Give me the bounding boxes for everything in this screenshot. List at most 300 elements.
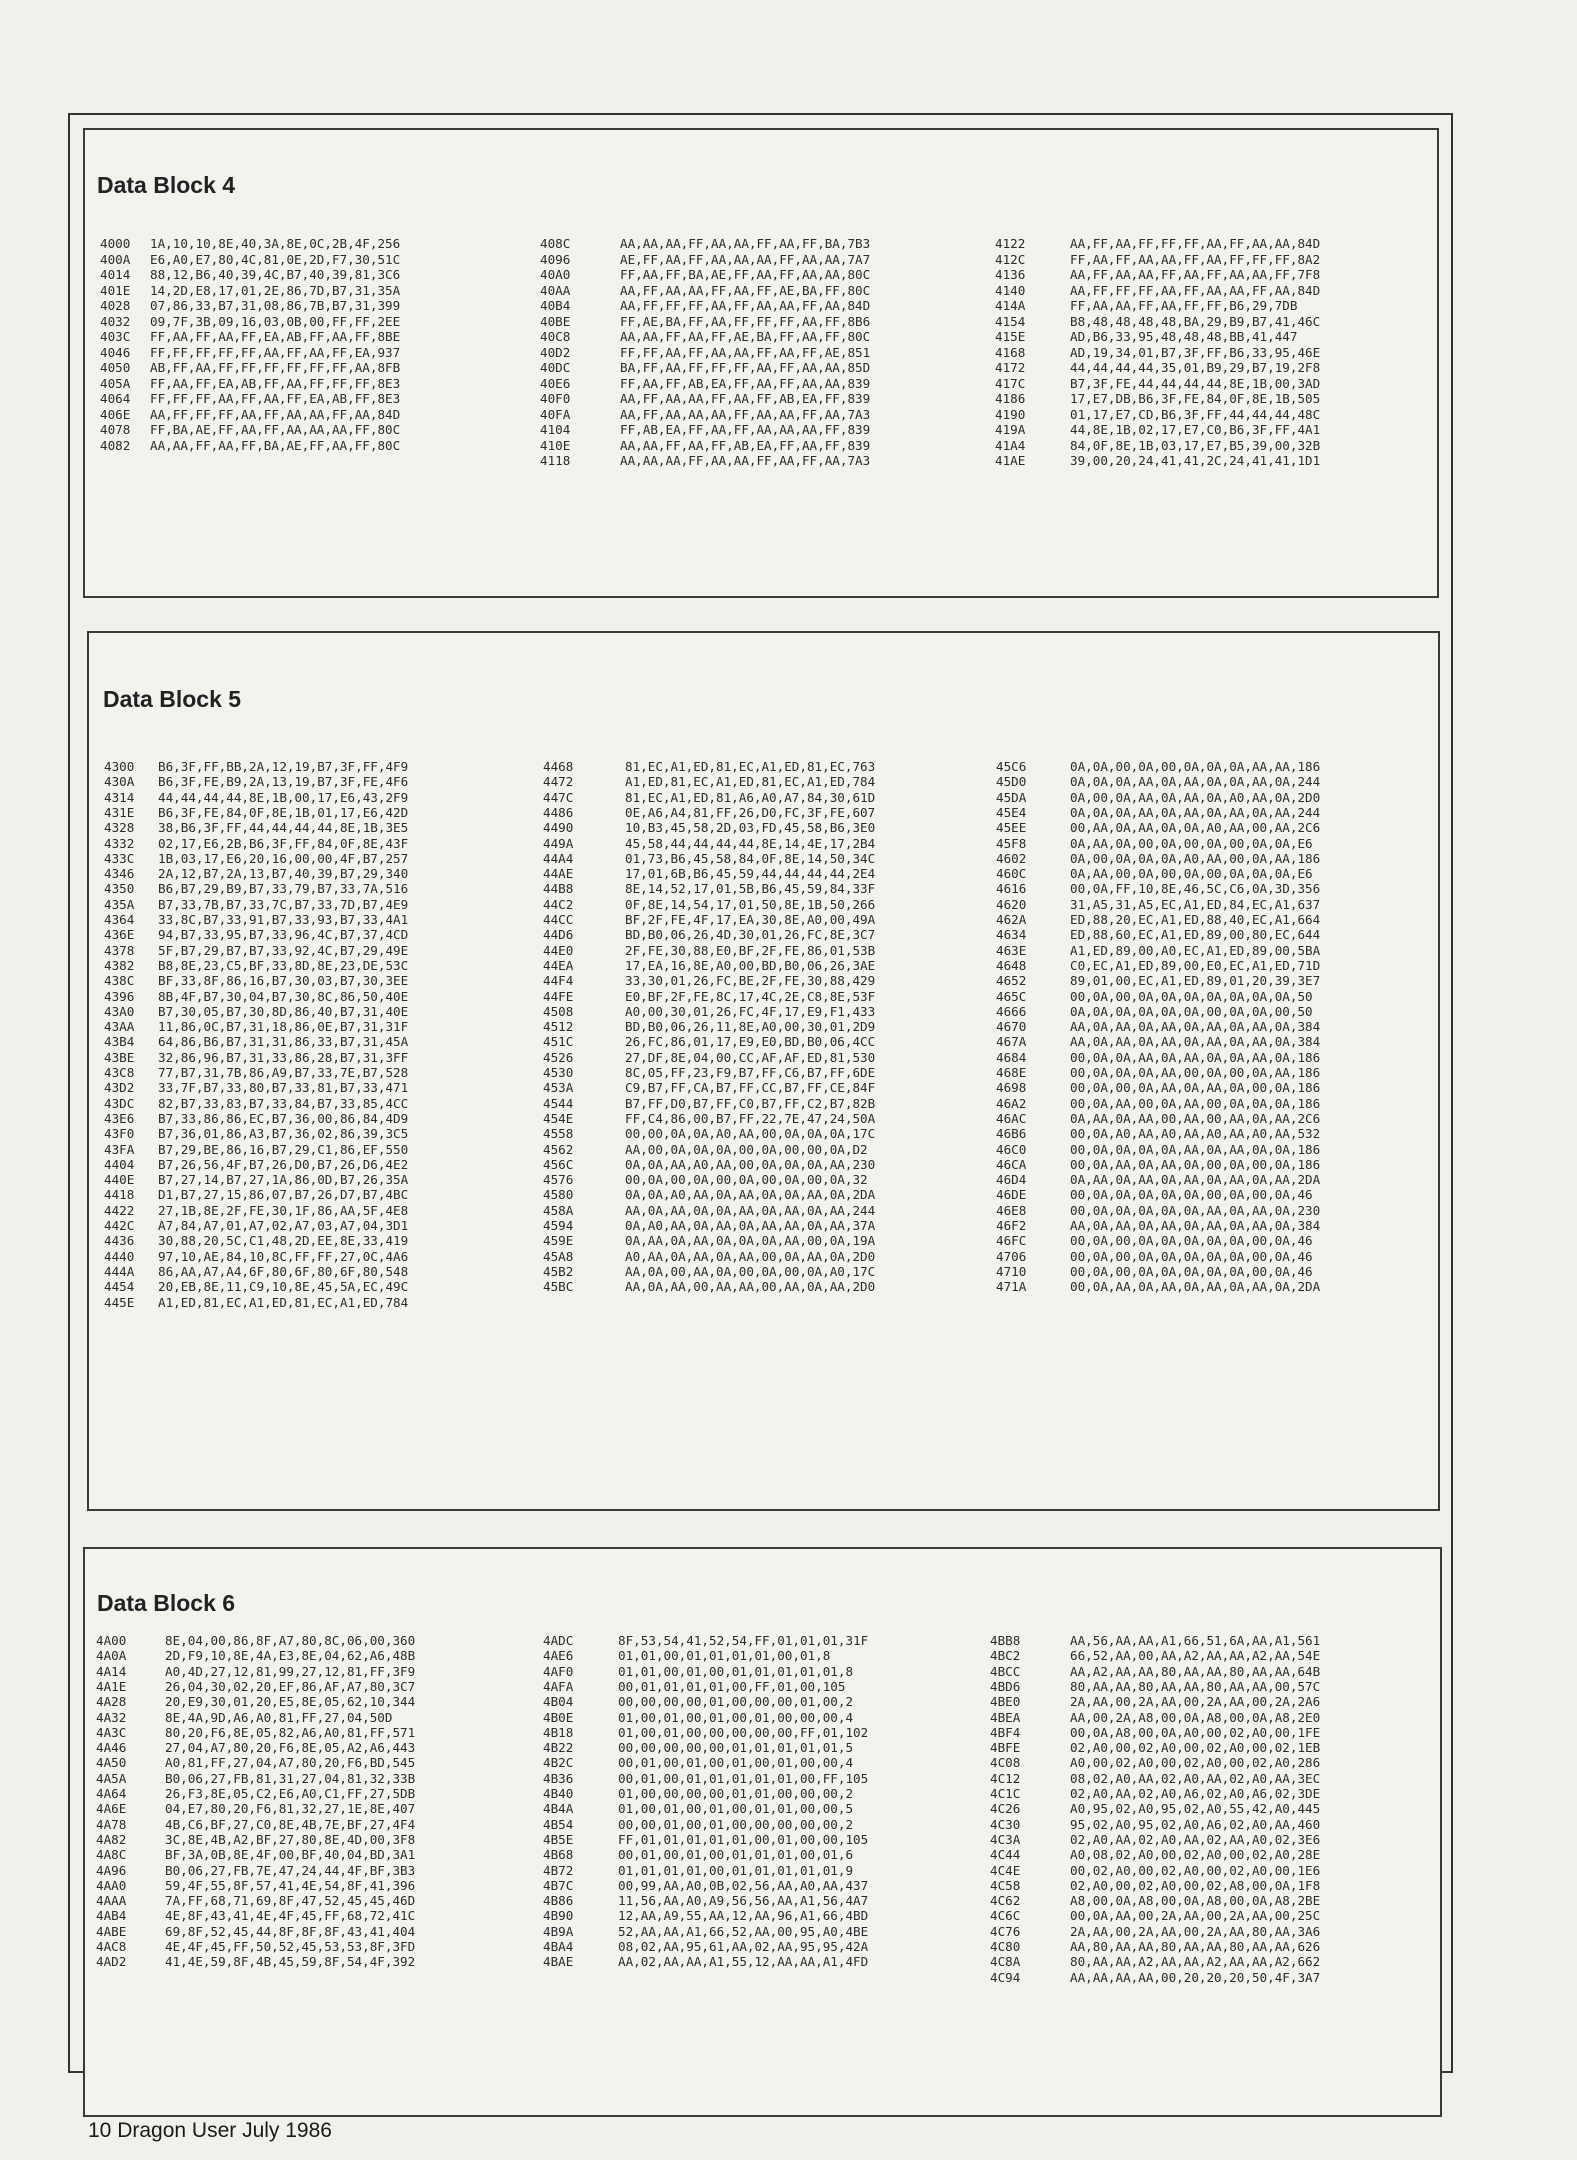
- hex-address: 403C: [100, 329, 131, 344]
- hex-address: 44FE: [543, 988, 574, 1004]
- hex-values: 89,01,00,EC,A1,ED,89,01,20,39,3E7: [1070, 973, 1321, 989]
- hex-address: 45EE: [996, 820, 1027, 836]
- hex-address: 4AF0: [543, 1663, 574, 1679]
- hex-address: 460C: [996, 866, 1027, 882]
- hex-values: 00,01,00,01,01,01,01,01,00,FF,105: [618, 1770, 869, 1786]
- hex-values: AA,FF,AA,AA,FF,AA,FF,AA,AA,FF,7F8: [1070, 267, 1321, 282]
- hex-values: 2A,AA,00,2A,AA,00,2A,AA,00,2A,2A6: [1070, 1694, 1321, 1710]
- hex-address: 4670: [996, 1019, 1027, 1035]
- hex-address: 4A50: [96, 1755, 127, 1771]
- hex-values: 0A,00,0A,AA,0A,AA,0A,A0,AA,0A,2D0: [1070, 789, 1321, 805]
- hex-values: A0,00,02,A0,00,02,A0,00,02,A0,286: [1070, 1755, 1321, 1771]
- hex-address: 4B0E: [543, 1709, 574, 1725]
- hex-address: 4706: [996, 1248, 1027, 1264]
- hex-address: 451C: [543, 1034, 574, 1050]
- hex-values: B7,FF,D0,B7,FF,C0,B7,FF,C2,B7,82B: [625, 1095, 876, 1111]
- hex-values: FF,C4,86,00,B7,FF,22,7E,47,24,50A: [625, 1110, 876, 1126]
- hex-address: 4AAA: [96, 1893, 127, 1909]
- hex-values: 97,10,AE,84,10,8C,FF,FF,27,0C,4A6: [158, 1248, 409, 1264]
- hex-values: 20,E9,30,01,20,E5,8E,05,62,10,344: [165, 1694, 416, 1710]
- hex-address: 4032: [100, 313, 131, 329]
- hex-address: 4580: [543, 1187, 574, 1203]
- hex-address: 43D2: [104, 1080, 135, 1096]
- hex-values: FF,AA,FF,AA,AA,FF,AA,FF,FF,FF,8A2: [1070, 251, 1321, 267]
- hex-values: 01,00,01,00,01,00,01,01,00,00,5: [618, 1801, 854, 1817]
- hex-address: 4172: [995, 360, 1026, 375]
- hex-address: 431E: [104, 804, 135, 820]
- hex-values: 00,01,00,01,00,01,00,01,00,00,4: [618, 1755, 854, 1771]
- hex-values: AA,0A,AA,0A,AA,0A,AA,0A,AA,0A,384: [1070, 1019, 1321, 1035]
- hex-address: 44D6: [543, 927, 574, 943]
- hex-address: 4186: [995, 391, 1026, 406]
- hex-values: 17,EA,16,8E,A0,00,BD,B0,06,26,3AE: [625, 957, 876, 973]
- hex-address: 43AA: [104, 1019, 135, 1035]
- hex-values: D1,B7,27,15,86,07,B7,26,D7,B7,4BC: [158, 1187, 409, 1203]
- hex-values: 01,00,01,00,00,00,00,00,FF,01,102: [618, 1724, 869, 1740]
- hex-address: 4ADC: [543, 1633, 574, 1648]
- hex-values: E0,BF,2F,FE,8C,17,4C,2E,C8,8E,53F: [625, 988, 876, 1004]
- hex-values: FF,AE,BA,FF,AA,FF,FF,FF,AA,FF,8B6: [620, 313, 871, 329]
- hex-values: 00,0A,00,0A,0A,0A,0A,0A,00,0A,46: [1070, 1263, 1313, 1279]
- hex-values: 2D,F9,10,8E,4A,E3,8E,04,62,A6,48B: [165, 1648, 416, 1664]
- hex-address: 44B8: [543, 881, 574, 897]
- hex-address: 4422: [104, 1202, 135, 1218]
- hex-values: AA,FF,AA,AA,FF,AA,FF,AE,BA,FF,80C: [620, 282, 871, 298]
- hex-values: AA,FF,FF,FF,AA,FF,AA,AA,FF,AA,84D: [1070, 282, 1321, 298]
- hex-values: 4B,C6,BF,27,C0,8E,4B,7E,BF,27,4F4: [165, 1816, 416, 1832]
- hex-values: FF,AA,FF,BA,AE,FF,AA,FF,AA,AA,80C: [620, 267, 871, 282]
- hex-address: 4616: [996, 881, 1027, 897]
- hex-address: 4B2C: [543, 1755, 574, 1771]
- hex-values: 52,AA,AA,A1,66,52,AA,00,95,A0,4BE: [618, 1923, 869, 1939]
- hex-address: 4526: [543, 1049, 574, 1065]
- hex-values: 26,04,30,02,20,EF,86,AF,A7,80,3C7: [165, 1678, 416, 1694]
- hex-values: 11,56,AA,A0,A9,56,56,AA,A1,56,4A7: [618, 1893, 869, 1909]
- hex-address: 401E: [100, 282, 131, 298]
- hex-values: A1,ED,81,EC,A1,ED,81,EC,A1,ED,784: [158, 1294, 409, 1310]
- hex-values: FF,FF,FF,AA,FF,AA,FF,EA,AB,FF,8E3: [150, 391, 401, 406]
- hex-address: 4378: [104, 942, 135, 958]
- hex-address: 43B4: [104, 1034, 135, 1050]
- hex-values: 84,0F,8E,1B,03,17,E7,B5,39,00,32B: [1070, 437, 1321, 453]
- hex-values: 8E,14,52,17,01,5B,B6,45,59,84,33F: [625, 881, 876, 897]
- hex-address: 4AFA: [543, 1678, 574, 1694]
- hex-values: 33,7F,B7,33,80,B7,33,81,B7,33,471: [158, 1080, 409, 1096]
- hex-address: 43DC: [104, 1095, 135, 1111]
- hex-values: 00,00,00,00,00,01,01,01,01,01,5: [618, 1740, 854, 1756]
- hex-values: 64,86,B6,B7,31,31,86,33,B7,31,45A: [158, 1034, 409, 1050]
- hex-values: 7A,FF,68,71,69,8F,47,52,45,45,46D: [165, 1893, 416, 1909]
- hex-address: 436E: [104, 927, 135, 943]
- hex-values: 12,AA,A9,55,AA,12,AA,96,A1,66,4BD: [618, 1908, 869, 1924]
- hex-values: 33,30,01,26,FC,BE,2F,FE,30,88,429: [625, 973, 876, 989]
- hex-values: AA,80,AA,AA,80,AA,AA,80,AA,AA,626: [1070, 1939, 1321, 1954]
- hex-values: A0,08,02,A0,00,02,A0,00,02,A0,28E: [1070, 1847, 1321, 1863]
- hex-address: 45DA: [996, 789, 1027, 805]
- hex-address: 468E: [996, 1065, 1027, 1080]
- hex-address: 447C: [543, 789, 574, 805]
- hex-address: 4BFE: [990, 1740, 1021, 1756]
- hex-address: 4472: [543, 774, 574, 790]
- hex-values: AA,00,0A,0A,0A,00,0A,00,00,0A,D2: [625, 1141, 868, 1157]
- hex-values: 00,00,00,00,01,00,00,00,01,00,2: [618, 1694, 854, 1710]
- hex-values: 17,01,6B,B6,45,59,44,44,44,44,2E4: [625, 866, 876, 882]
- hex-values: 2A,12,B7,2A,13,B7,40,39,B7,29,340: [158, 866, 409, 882]
- hex-address: 4C8A: [990, 1954, 1021, 1970]
- hex-values: 0F,8E,14,54,17,01,50,8E,1B,50,266: [625, 896, 876, 912]
- hex-values: 82,B7,33,83,B7,33,84,B7,33,85,4CC: [158, 1095, 409, 1111]
- hex-values: 94,B7,33,95,B7,33,96,4C,B7,37,4CD: [158, 927, 409, 943]
- hex-values: 32,86,96,B7,31,33,86,28,B7,31,3FF: [158, 1049, 409, 1065]
- hex-address: 45BC: [543, 1279, 574, 1295]
- hex-address: 40A0: [540, 267, 571, 282]
- hex-values: 27,DF,8E,04,00,CC,AF,AF,ED,81,530: [625, 1049, 876, 1065]
- hex-address: 4C62: [990, 1893, 1021, 1909]
- hex-address: 4A96: [96, 1862, 127, 1878]
- hex-address: 4300: [104, 759, 135, 774]
- hex-values: AA,FF,FF,FF,AA,FF,AA,AA,FF,AA,84D: [620, 298, 871, 313]
- hex-address: 4620: [996, 896, 1027, 912]
- hex-address: 4684: [996, 1049, 1027, 1065]
- hex-values: AA,0A,AA,00,AA,AA,00,AA,0A,AA,2D0: [625, 1279, 876, 1295]
- hex-values: B7,36,01,86,A3,B7,36,02,86,39,3C5: [158, 1126, 409, 1142]
- hex-values: 10,B3,45,58,2D,03,FD,45,58,B6,3E0: [625, 820, 876, 836]
- hex-values: 00,0A,00,0A,AA,0A,AA,0A,00,0A,186: [1070, 1080, 1321, 1096]
- hex-values: 0A,0A,AA,A0,AA,00,0A,0A,0A,AA,230: [625, 1156, 876, 1172]
- hex-address: 4BB8: [990, 1633, 1021, 1648]
- hex-address: 442C: [104, 1218, 135, 1233]
- hex-address: 40D2: [540, 344, 571, 360]
- hex-values: 33,8C,B7,33,91,B7,33,93,B7,33,4A1: [158, 912, 409, 927]
- hex-address: 40F0: [540, 391, 571, 406]
- hex-address: 43FA: [104, 1141, 135, 1157]
- hex-values: 44,8E,1B,02,17,E7,C0,B6,3F,FF,4A1: [1070, 422, 1321, 437]
- hex-address: 4698: [996, 1080, 1027, 1096]
- hex-values: FF,AA,FF,AA,FF,EA,AB,FF,AA,FF,8BE: [150, 329, 401, 344]
- hex-values: 5F,B7,29,B7,B7,33,92,4C,B7,29,49E: [158, 942, 409, 958]
- hex-address: 46AC: [996, 1110, 1027, 1126]
- hex-values: 0A,0A,0A,0A,0A,0A,00,0A,0A,00,50: [1070, 1003, 1313, 1019]
- hex-values: 01,73,B6,45,58,84,0F,8E,14,50,34C: [625, 850, 876, 866]
- hex-values: 00,0A,0A,0A,AA,00,0A,00,0A,AA,186: [1070, 1065, 1321, 1080]
- hex-address: 4082: [100, 437, 131, 453]
- hex-address: 4C94: [990, 1969, 1021, 1985]
- hex-values: 00,99,AA,A0,0B,02,56,AA,A0,AA,437: [618, 1877, 869, 1893]
- hex-values: 00,0A,0A,0A,0A,0A,00,0A,00,0A,46: [1070, 1187, 1313, 1203]
- hex-values: FF,01,01,01,01,01,00,01,00,00,105: [618, 1831, 869, 1847]
- hex-address: 4490: [543, 820, 574, 836]
- hex-address: 4576: [543, 1172, 574, 1188]
- hex-address: 46A2: [996, 1095, 1027, 1111]
- hex-values: 00,0A,00,0A,00,0A,00,0A,00,0A,32: [625, 1172, 868, 1188]
- hex-values: 26,FC,86,01,17,E9,E0,BD,B0,06,4CC: [625, 1034, 876, 1050]
- hex-address: 44E0: [543, 942, 574, 958]
- hex-values: FF,AA,AA,FF,AA,FF,FF,B6,29,7DB: [1070, 298, 1298, 313]
- hex-address: 43E6: [104, 1110, 135, 1126]
- hex-address: 40FA: [540, 406, 571, 422]
- hex-address: 4508: [543, 1003, 574, 1019]
- hex-address: 4BAE: [543, 1954, 574, 1970]
- hex-values: 41,4E,59,8F,4B,45,59,8F,54,4F,392: [165, 1954, 416, 1970]
- hex-values: 08,02,A0,AA,02,A0,AA,02,A0,AA,3EC: [1070, 1770, 1321, 1786]
- hex-address: 4A78: [96, 1816, 127, 1832]
- hex-values: 0A,AA,0A,AA,00,AA,00,AA,0A,AA,2C6: [1070, 1110, 1321, 1126]
- hex-address: 456C: [543, 1156, 574, 1172]
- hex-address: 43C8: [104, 1065, 135, 1080]
- block-title: Data Block 5: [103, 686, 242, 712]
- hex-address: 4710: [996, 1263, 1027, 1279]
- hex-values: A0,4D,27,12,81,99,27,12,81,FF,3F9: [165, 1663, 416, 1679]
- hex-address: 408C: [540, 236, 571, 251]
- hex-address: 4B90: [543, 1908, 574, 1924]
- hex-values: 02,A0,AA,02,A0,AA,02,AA,A0,02,3E6: [1070, 1831, 1321, 1847]
- hex-address: 41AE: [995, 453, 1026, 468]
- hex-values: B7,29,BE,86,16,B7,29,C1,86,EF,550: [158, 1141, 409, 1157]
- hex-address: 4AA0: [96, 1877, 127, 1893]
- hex-values: 44,44,44,44,35,01,B9,29,B7,19,2F8: [1070, 360, 1321, 375]
- hex-address: 4C6C: [990, 1908, 1021, 1924]
- hex-values: B8,48,48,48,48,BA,29,B9,B7,41,46C: [1070, 313, 1321, 329]
- hex-values: B7,30,05,B7,30,8D,86,40,B7,31,40E: [158, 1003, 409, 1019]
- hex-address: 44AE: [543, 866, 574, 882]
- hex-values: B8,8E,23,C5,BF,33,8D,8E,23,DE,53C: [158, 957, 409, 973]
- hex-values: 00,01,01,01,01,00,FF,01,00,105: [618, 1678, 846, 1694]
- hex-values: AA,0A,00,AA,0A,00,0A,00,0A,A0,17C: [625, 1263, 876, 1279]
- hex-address: 4C80: [990, 1939, 1021, 1954]
- hex-address: 440E: [104, 1172, 135, 1188]
- hex-address: 4B04: [543, 1694, 574, 1710]
- hex-values: B7,27,14,B7,27,1A,86,0D,B7,26,35A: [158, 1172, 409, 1188]
- hex-values: 0A,AA,00,0A,00,0A,00,0A,0A,0A,E6: [1070, 866, 1313, 882]
- hex-values: 00,0A,AA,00,0A,AA,00,0A,0A,0A,186: [1070, 1095, 1321, 1111]
- hex-address: 44C2: [543, 896, 574, 912]
- hex-values: 02,A0,AA,02,A0,A6,02,A0,A6,02,3DE: [1070, 1786, 1321, 1801]
- hex-values: 00,02,A0,00,02,A0,00,02,A0,00,1E6: [1070, 1862, 1321, 1878]
- hex-values: FF,BA,AE,FF,AA,FF,AA,AA,AA,FF,80C: [150, 422, 401, 437]
- hex-values: 81,EC,A1,ED,81,A6,A0,A7,84,30,61D: [625, 789, 876, 805]
- hex-values: 80,AA,AA,A2,AA,AA,A2,AA,AA,A2,662: [1070, 1954, 1321, 1970]
- hex-values: 1A,10,10,8E,40,3A,8E,0C,2B,4F,256: [150, 236, 401, 251]
- hex-address: 4BEA: [990, 1709, 1021, 1725]
- hex-values: FF,FF,AA,FF,AA,AA,FF,AA,FF,AE,851: [620, 344, 871, 360]
- hex-address: 40E6: [540, 375, 571, 391]
- hex-address: 458A: [543, 1202, 574, 1218]
- hex-values: AA,56,AA,AA,A1,66,51,6A,AA,A1,561: [1070, 1633, 1321, 1648]
- hex-address: 449A: [543, 835, 574, 851]
- hex-values: 3C,8E,4B,A2,BF,27,80,8E,4D,00,3F8: [165, 1831, 416, 1847]
- hex-address: 4168: [995, 344, 1026, 360]
- hex-values: 31,A5,31,A5,EC,A1,ED,84,EC,A1,637: [1070, 896, 1321, 912]
- hex-values: 0E,A6,A4,81,FF,26,D0,FC,3F,FE,607: [625, 804, 876, 820]
- hex-values: B7,33,86,86,EC,B7,36,00,86,84,4D9: [158, 1110, 409, 1126]
- hex-values: B6,3F,FE,B9,2A,13,19,B7,3F,FE,4F6: [158, 774, 409, 790]
- hex-values: 88,12,B6,40,39,4C,B7,40,39,81,3C6: [150, 267, 401, 282]
- hex-address: 405A: [100, 375, 131, 391]
- hex-address: 471A: [996, 1279, 1027, 1295]
- hex-values: 4E,8F,43,41,4E,4F,45,FF,68,72,41C: [165, 1908, 416, 1924]
- hex-values: 27,1B,8E,2F,FE,30,1F,86,AA,5F,4E8: [158, 1202, 409, 1218]
- hex-values: 14,2D,E8,17,01,2E,86,7D,B7,31,35A: [150, 282, 401, 298]
- hex-address: 4064: [100, 391, 131, 406]
- hex-address: 4C58: [990, 1877, 1021, 1893]
- hex-values: 01,00,00,00,00,01,01,00,00,00,2: [618, 1786, 854, 1801]
- hex-address: 417C: [995, 375, 1026, 391]
- hex-values: 69,8F,52,45,44,8F,8F,8F,43,41,404: [165, 1923, 416, 1939]
- hex-address: 4C3A: [990, 1831, 1021, 1847]
- hex-values: AA,A2,AA,AA,80,AA,AA,80,AA,AA,64B: [1070, 1663, 1321, 1679]
- hex-values: 01,17,E7,CD,B6,3F,FF,44,44,44,48C: [1070, 406, 1321, 422]
- hex-address: 40C8: [540, 329, 571, 344]
- hex-values: 00,00,01,00,01,00,00,00,00,00,2: [618, 1816, 854, 1832]
- hex-address: 45C6: [996, 759, 1027, 774]
- hex-address: 46FC: [996, 1233, 1027, 1249]
- hex-address: 4096: [540, 251, 571, 267]
- hex-values: 00,0A,00,0A,0A,0A,0A,0A,00,0A,46: [1070, 1233, 1313, 1249]
- hex-address: 444A: [104, 1263, 135, 1279]
- hex-address: 453A: [543, 1080, 574, 1096]
- hex-values: AA,FF,FF,FF,AA,FF,AA,AA,FF,AA,84D: [150, 406, 401, 422]
- hex-address: 44EA: [543, 957, 574, 973]
- hex-address: 4104: [540, 422, 571, 437]
- hex-address: 4328: [104, 820, 135, 836]
- hex-values: BF,33,8F,86,16,B7,30,03,B7,30,3EE: [158, 973, 409, 989]
- hex-values: AA,0A,AA,0A,0A,AA,0A,AA,0A,AA,244: [625, 1202, 876, 1218]
- hex-address: 4A0A: [96, 1648, 127, 1664]
- hex-address: 4140: [995, 282, 1026, 298]
- hex-address: 4562: [543, 1141, 574, 1157]
- hex-values: 0A,00,0A,0A,0A,A0,AA,00,0A,AA,186: [1070, 850, 1321, 866]
- hex-values: 1B,03,17,E6,20,16,00,00,4F,B7,257: [158, 850, 409, 866]
- hex-values: E6,A0,E7,80,4C,81,0E,2D,F7,30,51C: [150, 251, 401, 267]
- hex-values: 8F,53,54,41,52,54,FF,01,01,01,31F: [618, 1633, 869, 1648]
- hex-address: 4118: [540, 453, 571, 468]
- hex-address: 40B4: [540, 298, 571, 313]
- hex-values: 07,86,33,B7,31,08,86,7B,B7,31,399: [150, 298, 401, 313]
- hex-address: 4A46: [96, 1740, 127, 1756]
- hex-address: 45F8: [996, 835, 1027, 851]
- hex-values: 00,0A,AA,00,2A,AA,00,2A,AA,00,25C: [1070, 1908, 1321, 1924]
- hex-address: 4530: [543, 1065, 574, 1080]
- hex-address: 4050: [100, 360, 131, 375]
- hex-address: 4154: [995, 313, 1026, 329]
- hex-values: BF,2F,FE,4F,17,EA,30,8E,A0,00,49A: [625, 912, 876, 927]
- hex-address: 45E4: [996, 804, 1027, 820]
- hex-address: 4ABE: [96, 1923, 127, 1939]
- hex-values: 00,01,00,01,00,01,01,01,00,01,6: [618, 1847, 854, 1863]
- block-title: Data Block 4: [97, 172, 236, 198]
- hex-values: A1,ED,81,EC,A1,ED,81,EC,A1,ED,784: [625, 774, 876, 790]
- hex-values: 02,17,E6,2B,B6,3F,FF,84,0F,8E,43F: [158, 835, 409, 851]
- hex-address: 4BC2: [990, 1648, 1021, 1664]
- hex-values: A0,00,30,01,26,FC,4F,17,E9,F1,433: [625, 1003, 876, 1019]
- hex-address: 4A1E: [96, 1678, 127, 1694]
- hex-values: AA,FF,AA,AA,FF,AA,FF,AB,EA,FF,839: [620, 391, 871, 406]
- hex-address: 4B40: [543, 1786, 574, 1801]
- hex-address: 4A64: [96, 1786, 127, 1801]
- hex-address: 4314: [104, 789, 135, 805]
- hex-values: BA,FF,AA,FF,FF,FF,AA,FF,AA,AA,85D: [620, 360, 871, 375]
- hex-address: 4602: [996, 850, 1027, 866]
- hex-address: 46B6: [996, 1126, 1027, 1142]
- hex-address: 43F0: [104, 1126, 135, 1142]
- hex-address: 4C30: [990, 1816, 1021, 1832]
- hex-address: 4A14: [96, 1663, 127, 1679]
- hex-values: BF,3A,0B,8E,4F,00,BF,40,04,BD,3A1: [165, 1847, 416, 1863]
- hex-values: 2A,AA,00,2A,AA,00,2A,AA,80,AA,3A6: [1070, 1923, 1321, 1939]
- hex-address: 4B18: [543, 1724, 574, 1740]
- hex-address: 46DE: [996, 1187, 1027, 1203]
- hex-values: 0A,AA,0A,AA,0A,0A,0A,AA,00,0A,19A: [625, 1233, 876, 1249]
- hex-values: B6,3F,FE,84,0F,8E,1B,01,17,E6,42D: [158, 804, 409, 820]
- hex-address: 4382: [104, 957, 135, 973]
- hex-values: FF,AA,FF,EA,AB,FF,AA,FF,FF,FF,8E3: [150, 375, 401, 391]
- hex-address: 44F4: [543, 973, 574, 989]
- hex-address: 462A: [996, 912, 1027, 927]
- hex-values: 77,B7,31,7B,86,A9,B7,33,7E,B7,528: [158, 1065, 409, 1080]
- hex-values: B7,26,56,4F,B7,26,D0,B7,26,D6,4E2: [158, 1156, 409, 1172]
- hex-values: B7,33,7B,B7,33,7C,B7,33,7D,B7,4E9: [158, 896, 409, 912]
- hex-address: 4B72: [543, 1862, 574, 1878]
- hex-address: 435A: [104, 896, 135, 912]
- hex-address: 4C08: [990, 1755, 1021, 1771]
- hex-values: 27,04,A7,80,20,F6,8E,05,A2,A6,443: [165, 1740, 416, 1756]
- hex-address: 40DC: [540, 360, 571, 375]
- hex-address: 4000: [100, 236, 131, 251]
- hex-address: 4364: [104, 912, 135, 927]
- hex-address: 410E: [540, 437, 571, 453]
- hex-address: 4B68: [543, 1847, 574, 1863]
- hex-address: 4A8C: [96, 1847, 127, 1863]
- hex-address: 4A32: [96, 1709, 127, 1725]
- hex-values: 00,0A,A0,AA,A0,AA,A0,AA,A0,AA,532: [1070, 1126, 1321, 1142]
- hex-values: 0A,AA,0A,AA,0A,AA,0A,AA,0A,AA,2DA: [1070, 1172, 1321, 1188]
- hex-values: 8C,05,FF,23,F9,B7,FF,C6,B7,FF,6DE: [625, 1065, 876, 1080]
- hex-values: ED,88,20,EC,A1,ED,88,40,EC,A1,664: [1070, 912, 1321, 927]
- hex-values: 11,86,0C,B7,31,18,86,0E,B7,31,31F: [158, 1019, 409, 1035]
- hex-values: 20,EB,8E,11,C9,10,8E,45,5A,EC,49C: [158, 1279, 409, 1295]
- hex-values: BD,B0,06,26,4D,30,01,26,FC,8E,3C7: [625, 927, 876, 943]
- hex-address: 4594: [543, 1218, 574, 1233]
- hex-values: 4E,4F,45,FF,50,52,45,53,53,8F,3FD: [165, 1939, 416, 1954]
- hex-values: 04,E7,80,20,F6,81,32,27,1E,8E,407: [165, 1801, 416, 1817]
- hex-values: 01,00,01,00,01,00,01,00,00,00,4: [618, 1709, 854, 1725]
- hex-address: 41A4: [995, 437, 1026, 453]
- hex-address: 4B86: [543, 1893, 574, 1909]
- hex-values: B6,3F,FF,BB,2A,12,19,B7,3F,FF,4F9: [158, 759, 409, 774]
- hex-values: AA,AA,FF,AA,FF,AB,EA,FF,AA,FF,839: [620, 437, 871, 453]
- hex-address: 40BE: [540, 313, 571, 329]
- hex-address: 467A: [996, 1034, 1027, 1050]
- hex-address: 4A00: [96, 1633, 127, 1648]
- hex-values: 59,4F,55,8F,57,41,4E,54,8F,41,396: [165, 1877, 416, 1893]
- hex-values: AD,19,34,01,B7,3F,FF,B6,33,95,46E: [1070, 344, 1321, 360]
- hex-address: 4648: [996, 957, 1027, 973]
- hex-address: 400A: [100, 251, 131, 267]
- hex-values: 02,A0,00,02,A0,00,02,A0,00,02,1EB: [1070, 1740, 1321, 1756]
- hex-values: ED,88,60,EC,A1,ED,89,00,80,EC,644: [1070, 927, 1321, 943]
- hex-values: 00,AA,0A,AA,0A,0A,A0,AA,00,AA,2C6: [1070, 820, 1321, 836]
- hex-address: 4558: [543, 1126, 574, 1142]
- hex-values: 80,AA,AA,80,AA,AA,80,AA,AA,00,57C: [1070, 1678, 1321, 1694]
- hex-address: 433C: [104, 850, 135, 866]
- hex-address: 4BF4: [990, 1724, 1021, 1740]
- hex-values: 95,02,A0,95,02,A0,A6,02,A0,AA,460: [1070, 1816, 1321, 1832]
- hex-address: 415E: [995, 329, 1026, 344]
- hex-values: 0A,A0,AA,0A,AA,0A,AA,AA,0A,AA,37A: [625, 1218, 876, 1233]
- hex-values: 09,7F,3B,09,16,03,0B,00,FF,FF,2EE: [150, 313, 401, 329]
- hex-values: 38,B6,3F,FF,44,44,44,44,8E,1B,3E5: [158, 820, 409, 836]
- hex-address: 459E: [543, 1233, 574, 1249]
